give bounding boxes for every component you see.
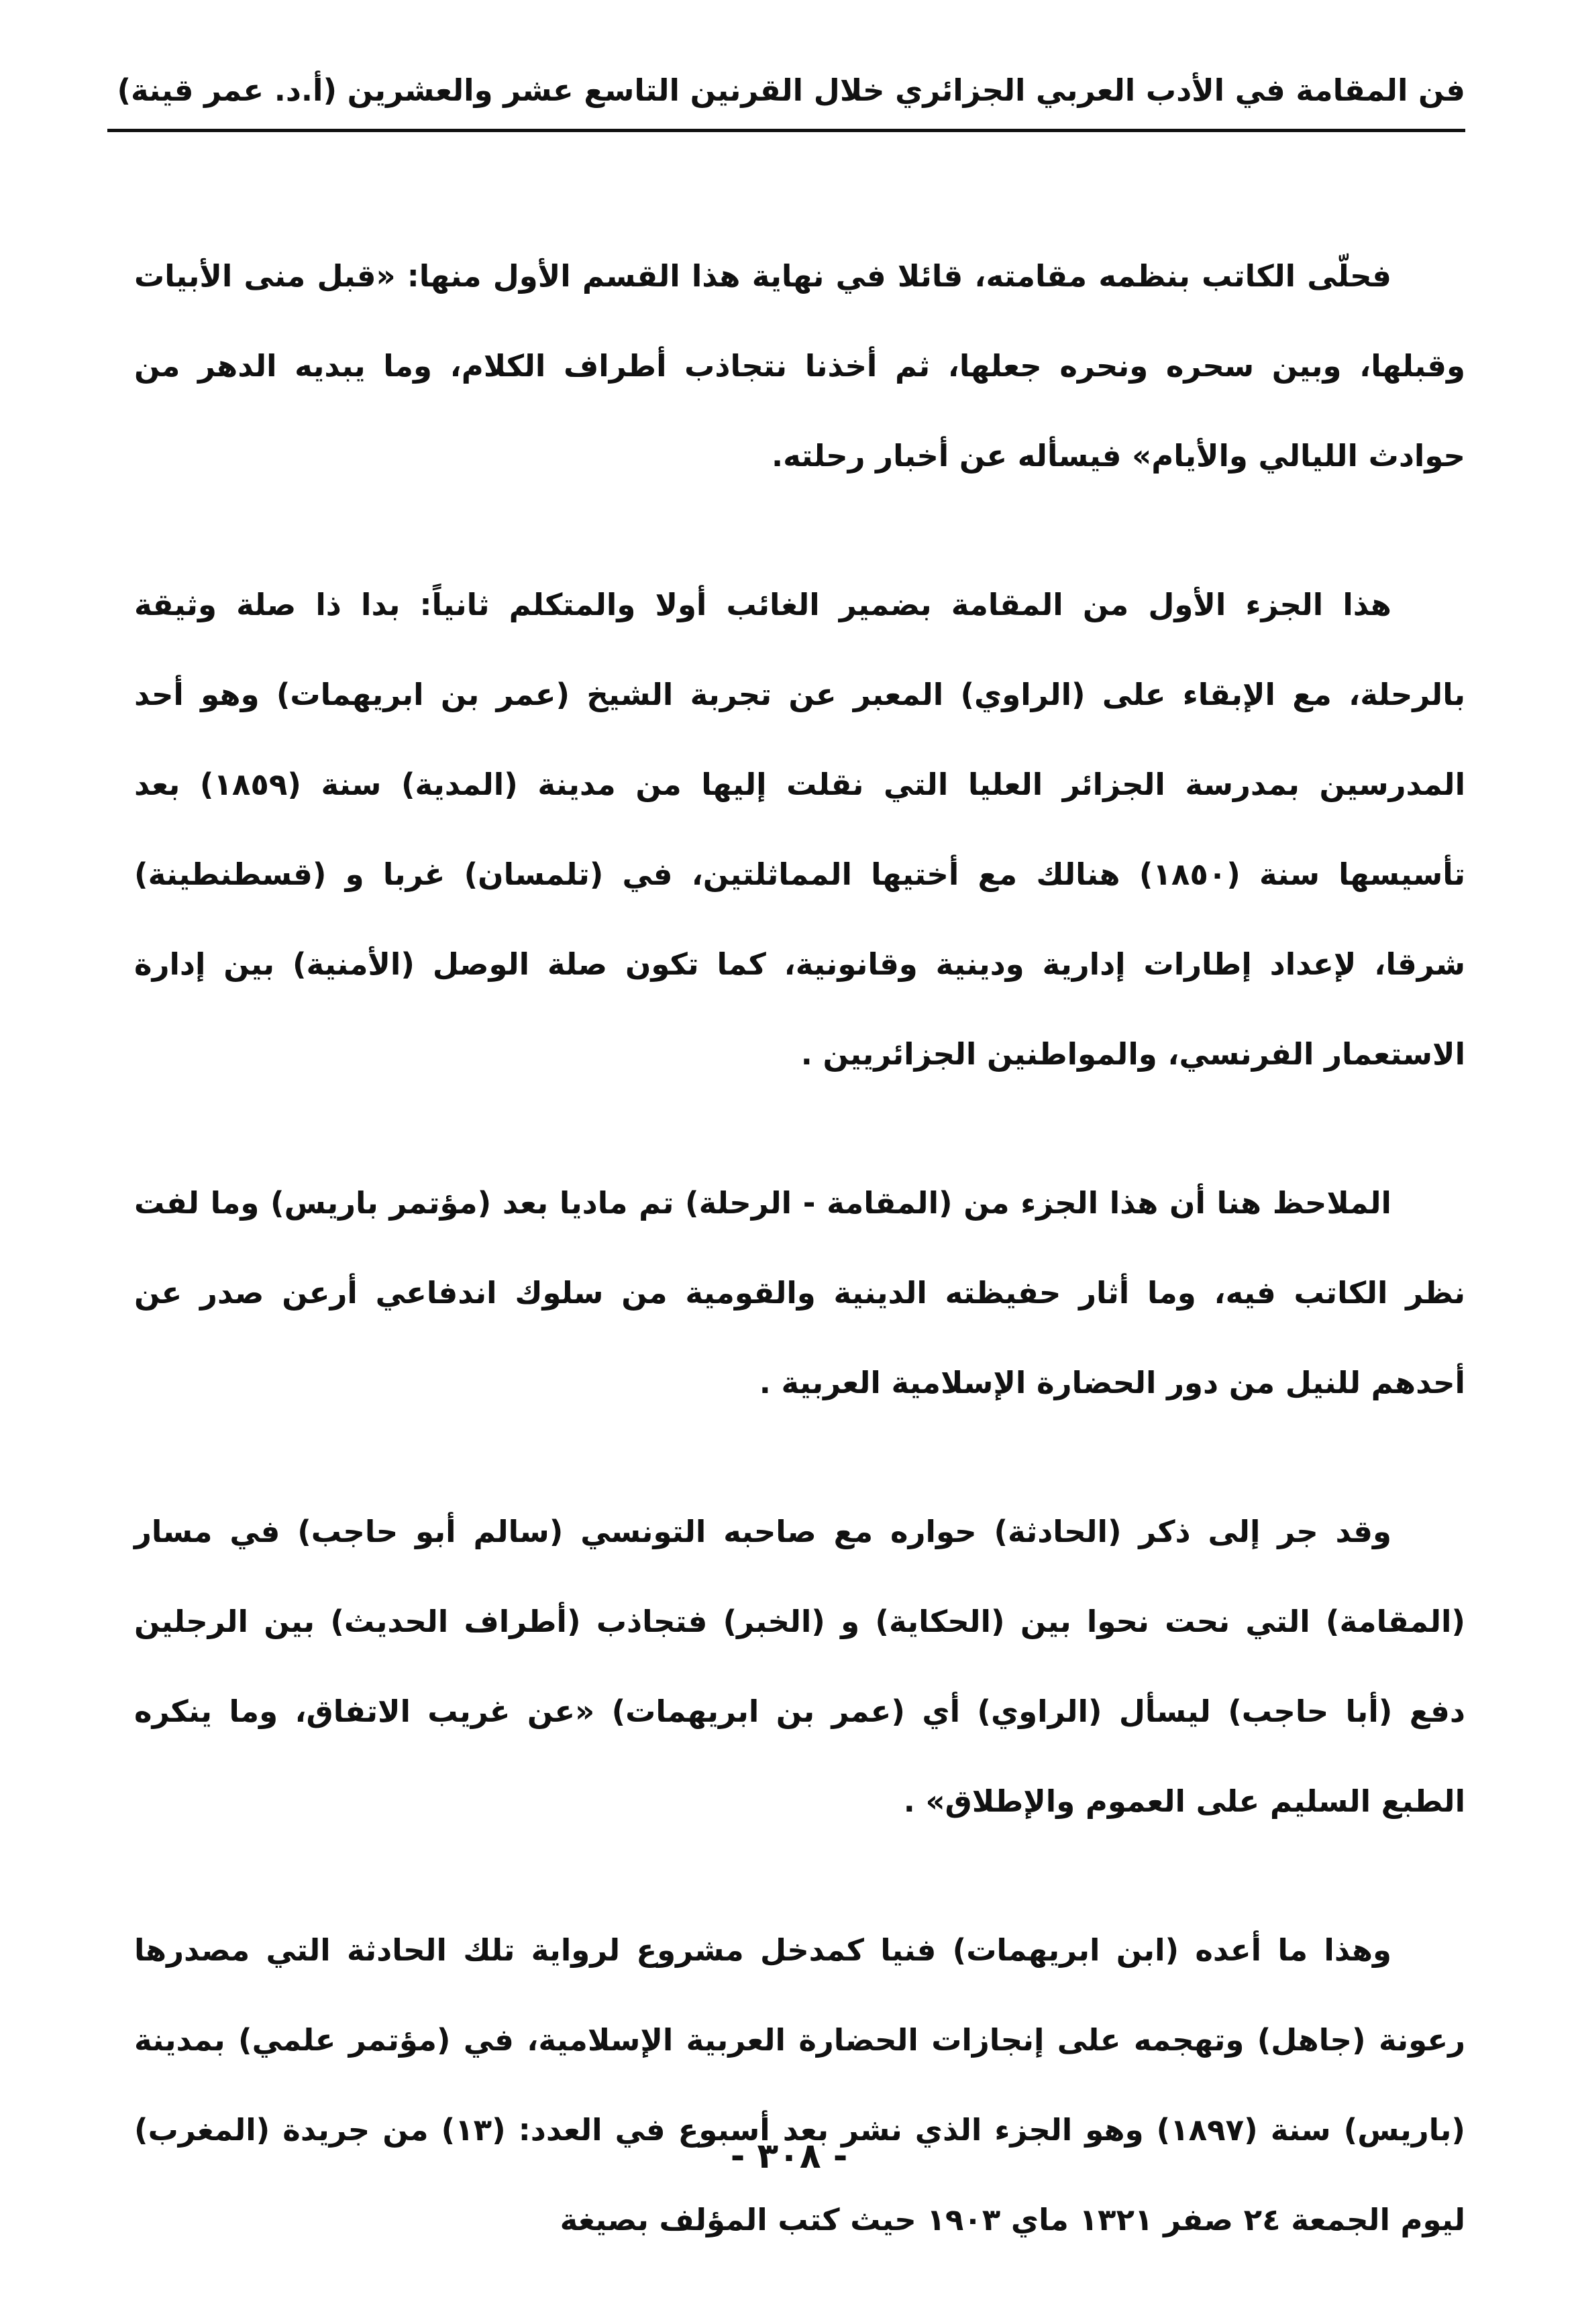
paragraph-2: هذا الجزء الأول من المقامة بضمير الغائب أولا والمتكلم ثانياً: بدا ذا صلة وثيقة بالرحلة، مع الإبقاء على (الراوي) المعبر عن تجربة الشيخ (عمر بن ابريهمات) وهو أحد المدرسين بمدرسة الجزائر العليا التي نقلت إليها من مدينة (المدية) سنة (١٨٥٩) بعد تأسيسها سنة (١٨٥٠) هنالك مع أختيها المماثلتين، في (تلمسان) غربا و (قسطنطينة) شرقا، لإعداد إطارات إدارية ودينية وقانونية، كما تكون صلة الوصل (الأمنية) بين إدارة الاستعمار الفرنسي، والمواطنين الجزائريين .	[134, 587, 1466, 1072]
page-number: - ٣٠٨ -	[730, 2136, 848, 2176]
paragraph-5: وهذا ما أعده (ابن ابريهمات) فنيا كمدخل مشروع لرواية تلك الحادثة التي مصدرها رعونة (جاهل) وتهجمه على إنجازات الحضارة العربية الإسلامية، في (مؤتمر علمي) بمدينة (باريس) سنة (١٨٩٧) وهو الجزء الذي نشر بعد أسبوع في العدد: (١٣) من جريدة (المغرب) ليوم الجمعة ٢٤ صفر ١٣٢١ ماي ١٩٠٣ حيث كتب المؤلف بصيغة	[134, 1932, 1465, 2237]
header-rule	[107, 129, 1465, 132]
main-text	[134, 231, 1465, 2324]
running-header	[107, 64, 1465, 117]
paragraph-1: فحلّى الكاتب بنظمه مقامته، قائلا في نهاية هذا القسم الأول منها: «قبل منى الأبيات وقبلها، وبين سحره ونحره جعلها، ثم أخذنا نتجاذب أطراف الكلام، وما يبديه الدهر من حوادث الليالي والأيام» فيسأله عن أخبار رحلته.	[134, 258, 1465, 474]
paragraph-3: الملاحظ هنا أن هذا الجزء من (المقامة - الرحلة) تم ماديا بعد (مؤتمر باريس) وما لفت نظر الكاتب فيه، وما أثار حفيظته الدينية والقومية من سلوك اندفاعي أرعن صدر عن أحدهم للنيل من دور الحضارة الإسلامية العربية .	[134, 1185, 1465, 1400]
header-title: فن المقامة في الأدب العربي الجزائري خلال القرنين التاسع عشر والعشرين (أ.د. عمر قينة)	[117, 72, 1465, 108]
paragraph-4: وقد جر إلى ذكر (الحادثة) حواره مع صاحبه التونسي (سالم أبو حاجب) في مسار (المقامة) التي نحت نحوا بين (الحكاية) و (الخبر) فتجاذب (أطراف الحديث) بين الرجلين دفع (أبا حاجب) ليسأل (الراوي) أي (عمر بن ابريهمات) «عن غريب الاتفاق، وما ينكره الطبع السليم على العموم والإطلاق» .	[134, 1514, 1465, 1819]
